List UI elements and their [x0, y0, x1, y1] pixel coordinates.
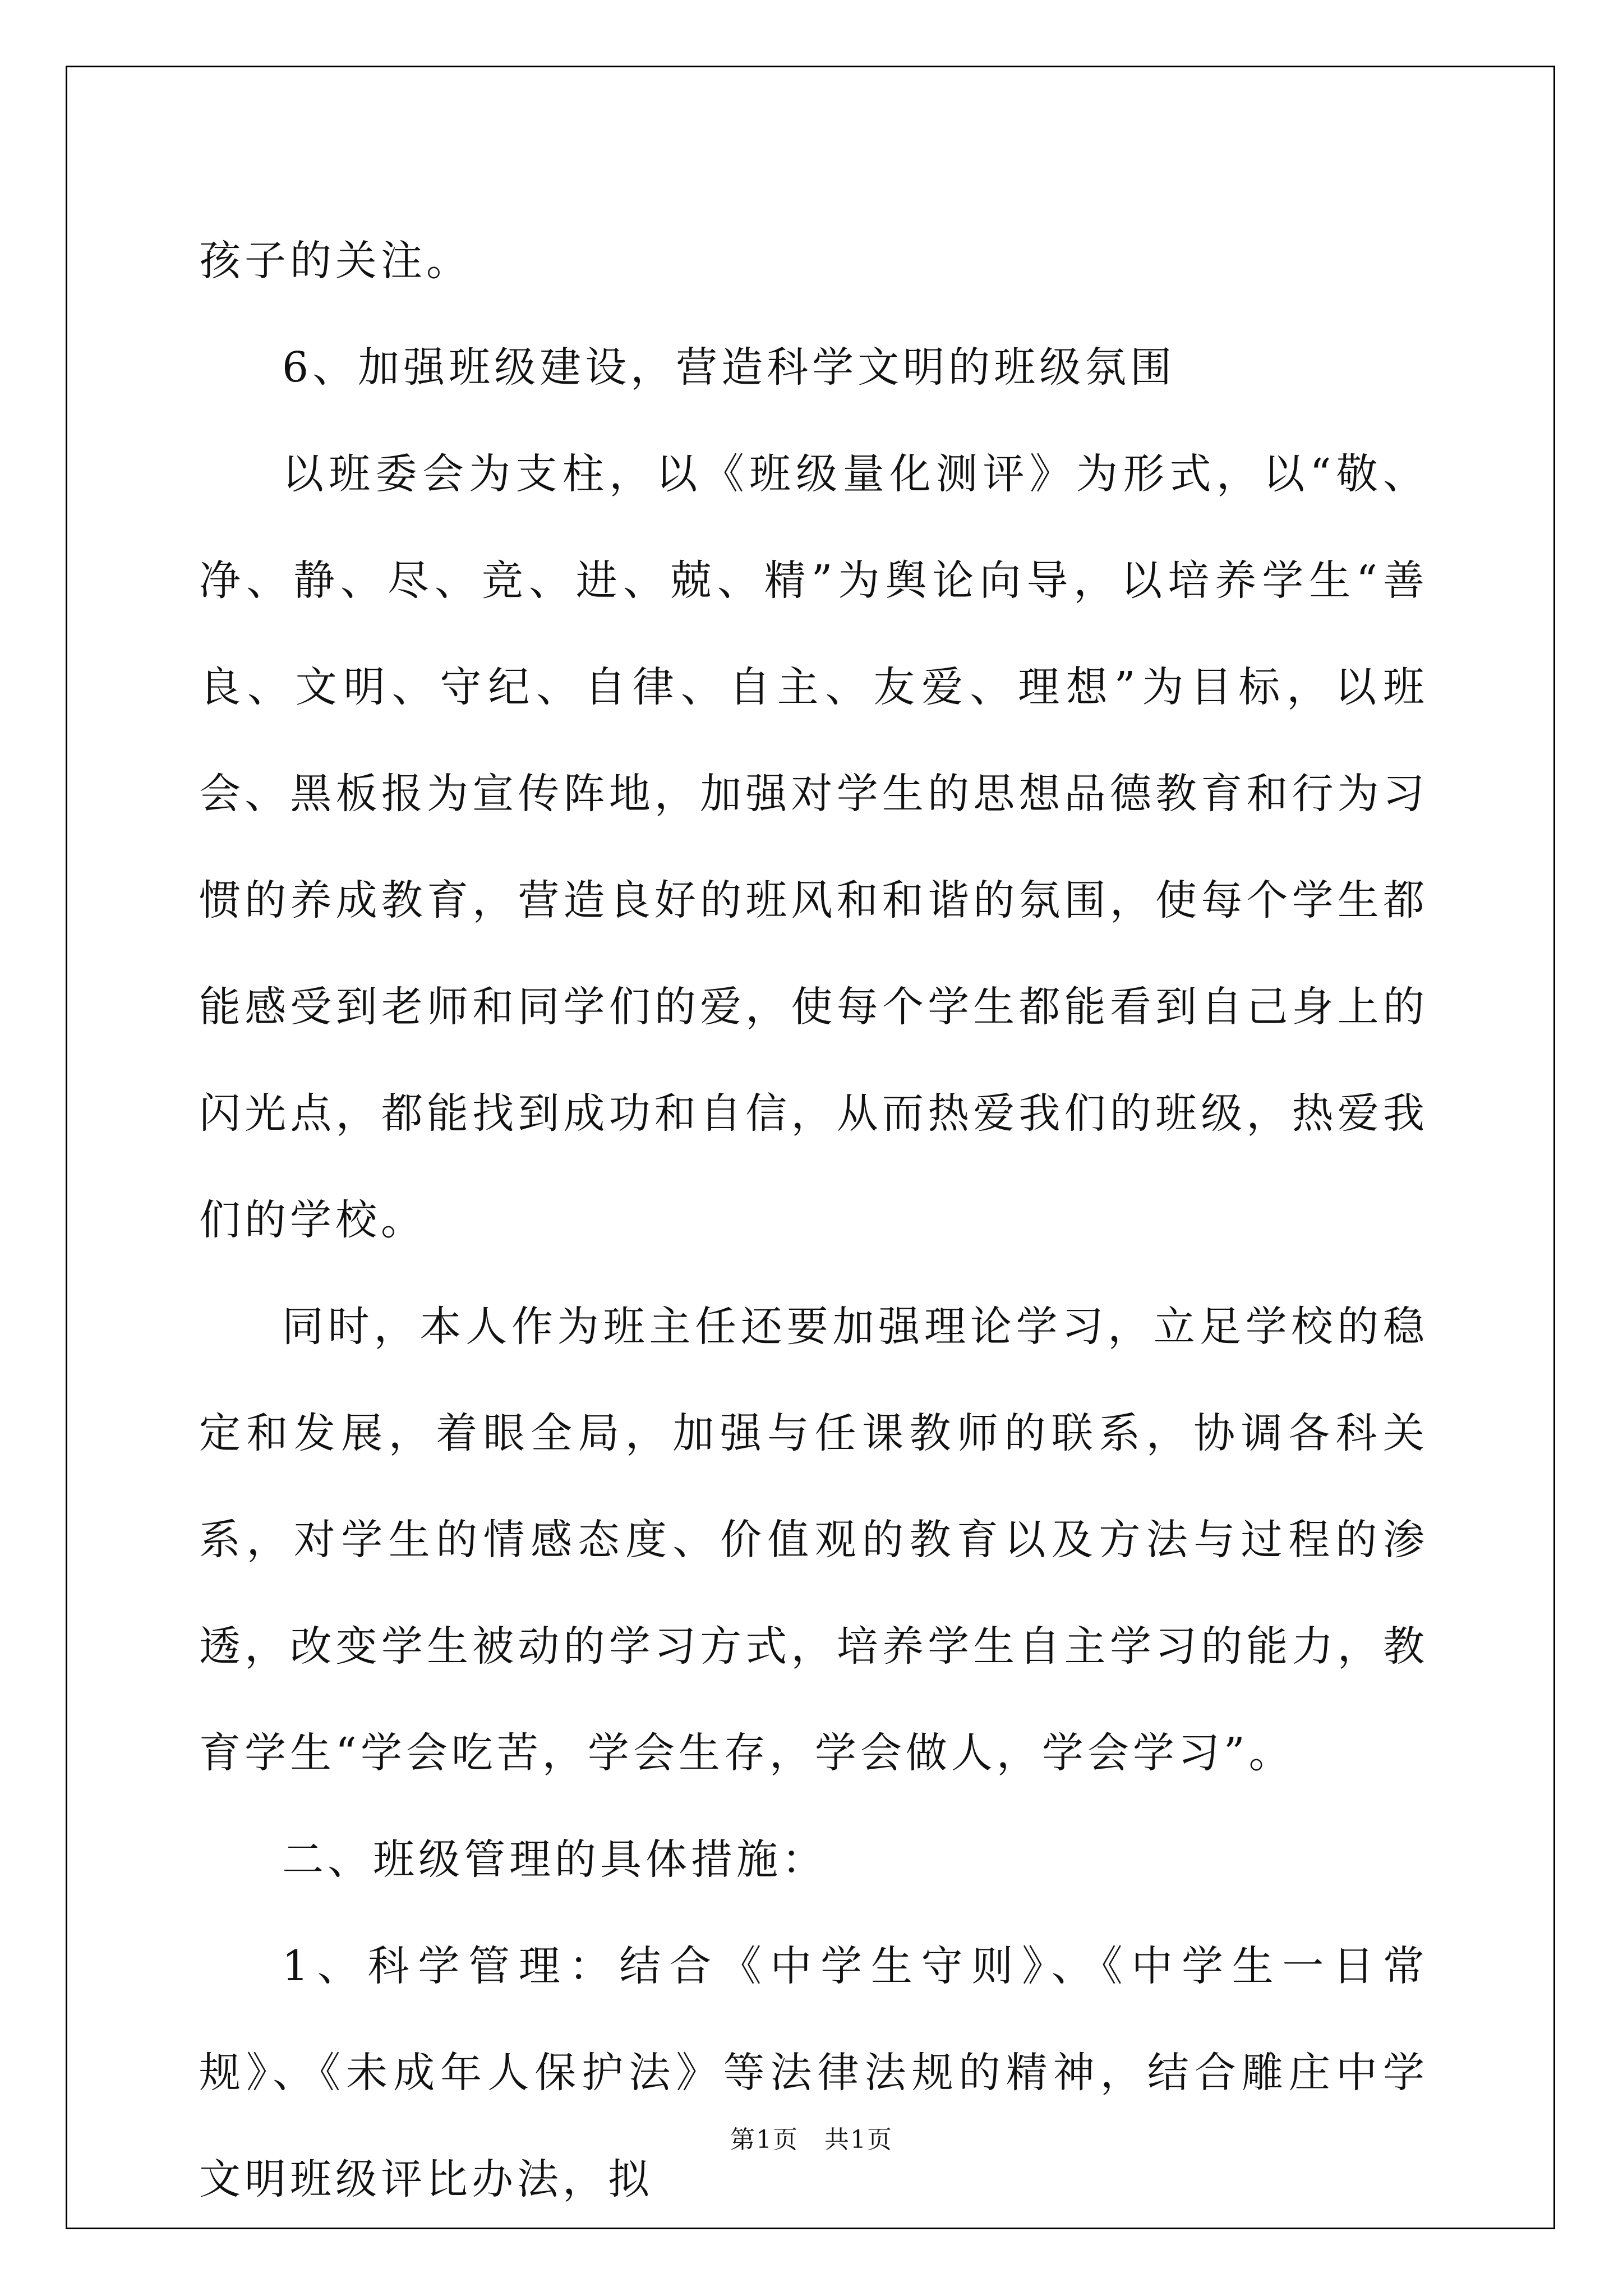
page-footer: 第1页 共1页 — [730, 2125, 893, 2154]
paragraph-scientific-management: 1、科学管理：结合《中学生守则》、《中学生一日常规》、《未成年人保护法》等法律法规的精神，结合雕庄中学文明班级评比办法，拟 — [199, 1942, 1428, 2203]
paragraph-heading-6: 6、加强班级建设，营造科学文明的班级氛围 — [282, 343, 1176, 392]
paragraph-teacher-study: 同时，本人作为班主任还要加强理论学习，立足学校的稳定和发展，着眼全局，加强与任课教师的联系，协调各科关系，对学生的情感态度、价值观的教育以及方法与过程的渗透，改变学生被动的学习方式，培养学生自主学习的能力，教育学生“学会吃苦，学会生存，学会做人，学会学习”。 — [199, 1303, 1428, 1777]
paragraph-heading-section-2: 二、班级管理的具体措施： — [282, 1835, 827, 1884]
paragraph-class-committee: 以班委会为支柱，以《班级量化测评》为形式，以“敬、净、静、尽、竞、进、兢、精”为舆论向导，以培养学生“善良、文明、守纪、自律、自主、友爱、理想”为目标，以班会、黑板报为宣传阵地，加强对学生的思想品德教育和行为习惯的养成教育，营造良好的班风和和谐的氛围，使每个学生都能感受到老师和同学们的爱，使每个学生都能看到自己身上的闪光点，都能找到成功和自信，从而热爱我们的班级，热爱我们的学校。 — [199, 450, 1428, 1244]
paragraph-continuation: 孩子的关注。 — [199, 237, 472, 285]
document-body — [199, 208, 1428, 2233]
